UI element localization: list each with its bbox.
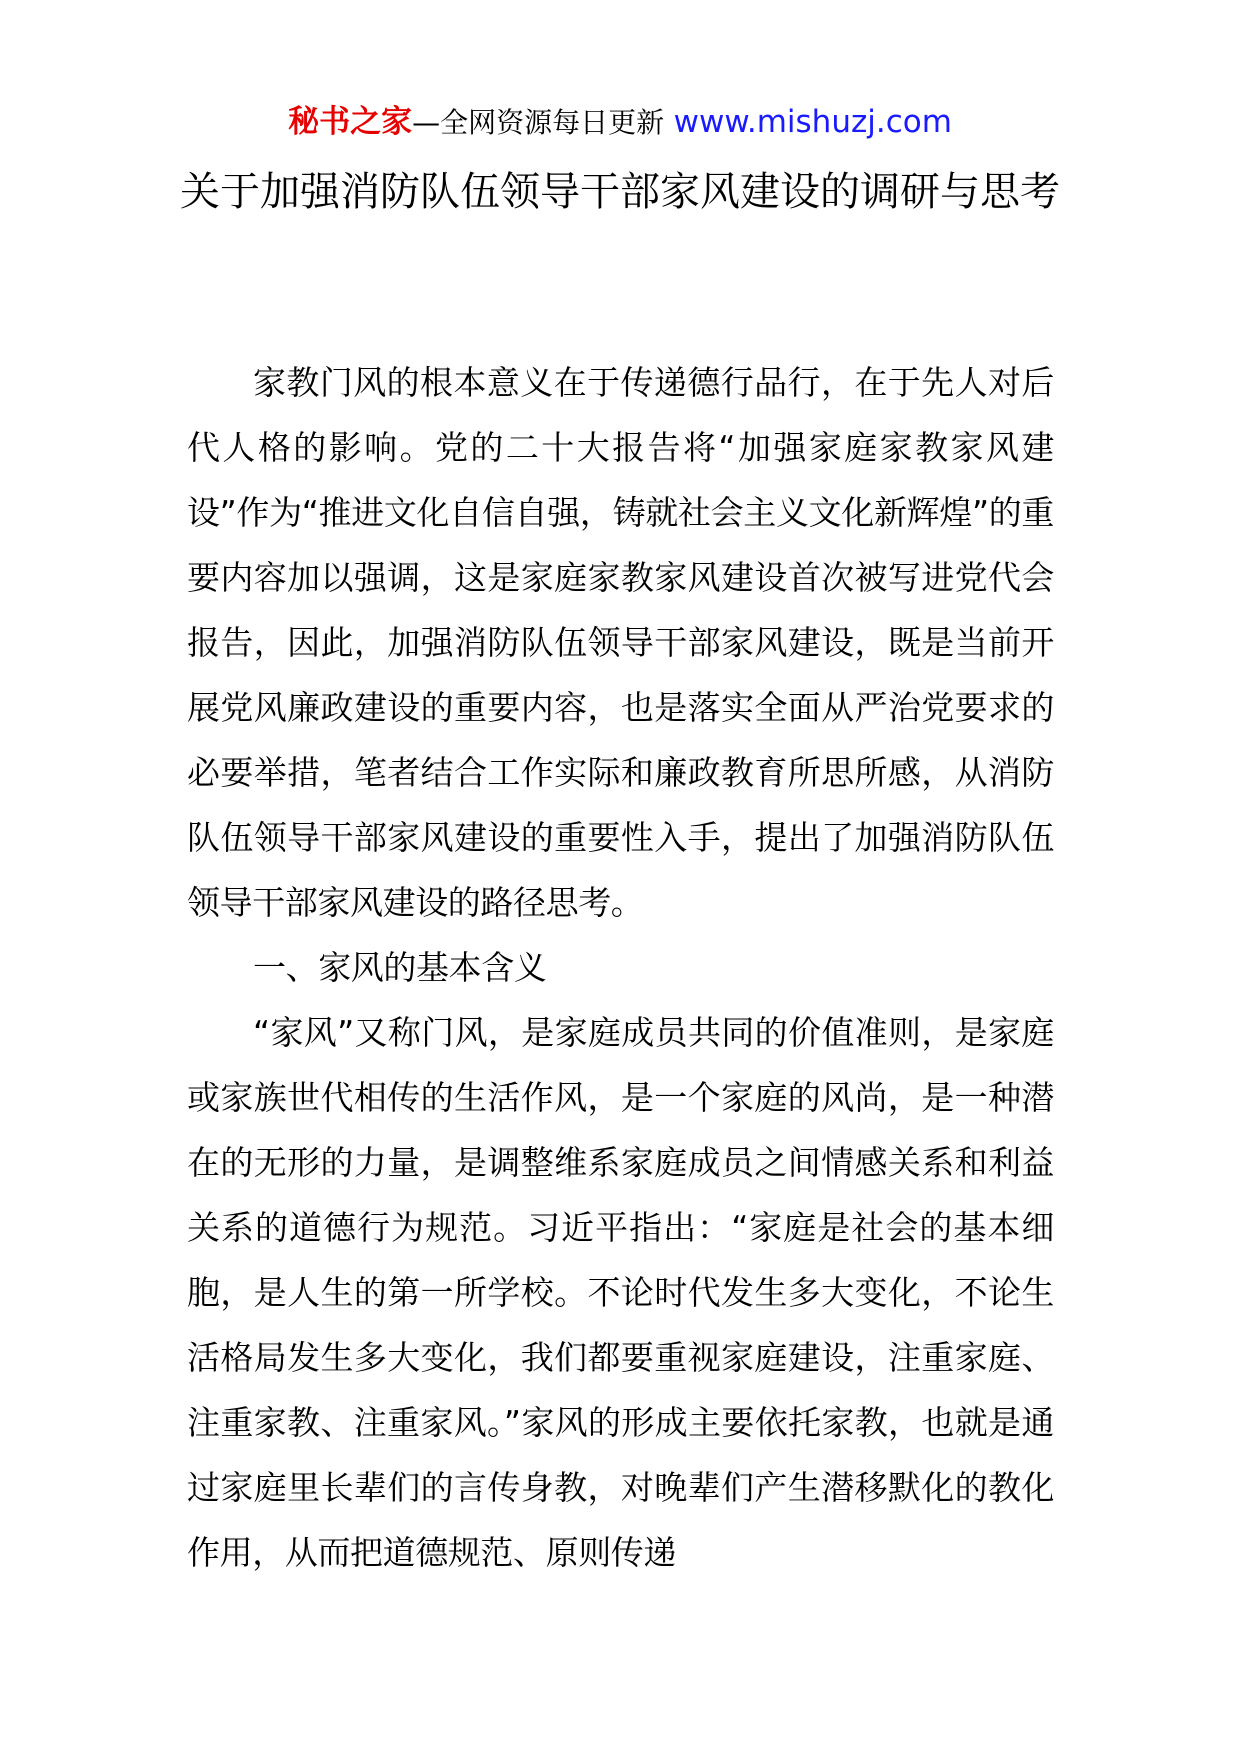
document-body [187,350,1054,1585]
section-1-paragraph: “家风”又称门风，是家庭成员共同的价值准则，是家庭或家族世代相传的生活作风，是一个家庭的风尚，是一种潜在的无形的力量，是调整维系家庭成员之间情感关系和利益关系的道德行为规范。习近平指出：“家庭是社会的基本细胞，是人生的第一所学校。不论时代发生多大变化，不论生活格局发生多大变化，我们都要重视家庭建设，注重家庭、注重家教、注重家风。”家风的形成主要依托家教，也就是通过家庭里长辈们的言传身教，对晚辈们产生潜移默化的教化作用，从而把道德规范、原则传递 [187,1013,1054,1572]
site-tagline: —全网资源每日更新 [412,106,665,139]
site-url-link[interactable]: www.mishuzj.com [673,104,952,140]
intro-paragraph: 家教门风的根本意义在于传递德行品行，在于先人对后代人格的影响。党的二十大报告将“加强家庭家教家风建设”作为“推进文化自信自强，铸就社会主义文化新辉煌”的重要内容加以强调，这是家庭家教家风建设首次被写进党代会报告，因此，加强消防队伍领导干部家风建设，既是当前开展党风廉政建设的重要内容，也是落实全面从严治党要求的必要举措，笔者结合工作实际和廉政教育所思所感，从消防队伍领导干部家风建设的重要性入手，提出了加强消防队伍领导干部家风建设的路径思考。 [187,363,1054,922]
document-title: 关于加强消防队伍领导干部家风建设的调研与思考 [180,169,1060,215]
site-brand: 秘书之家 [288,104,413,140]
site-header [0,100,1240,145]
section-heading-1: 一、家风的基本含义 [253,948,547,987]
